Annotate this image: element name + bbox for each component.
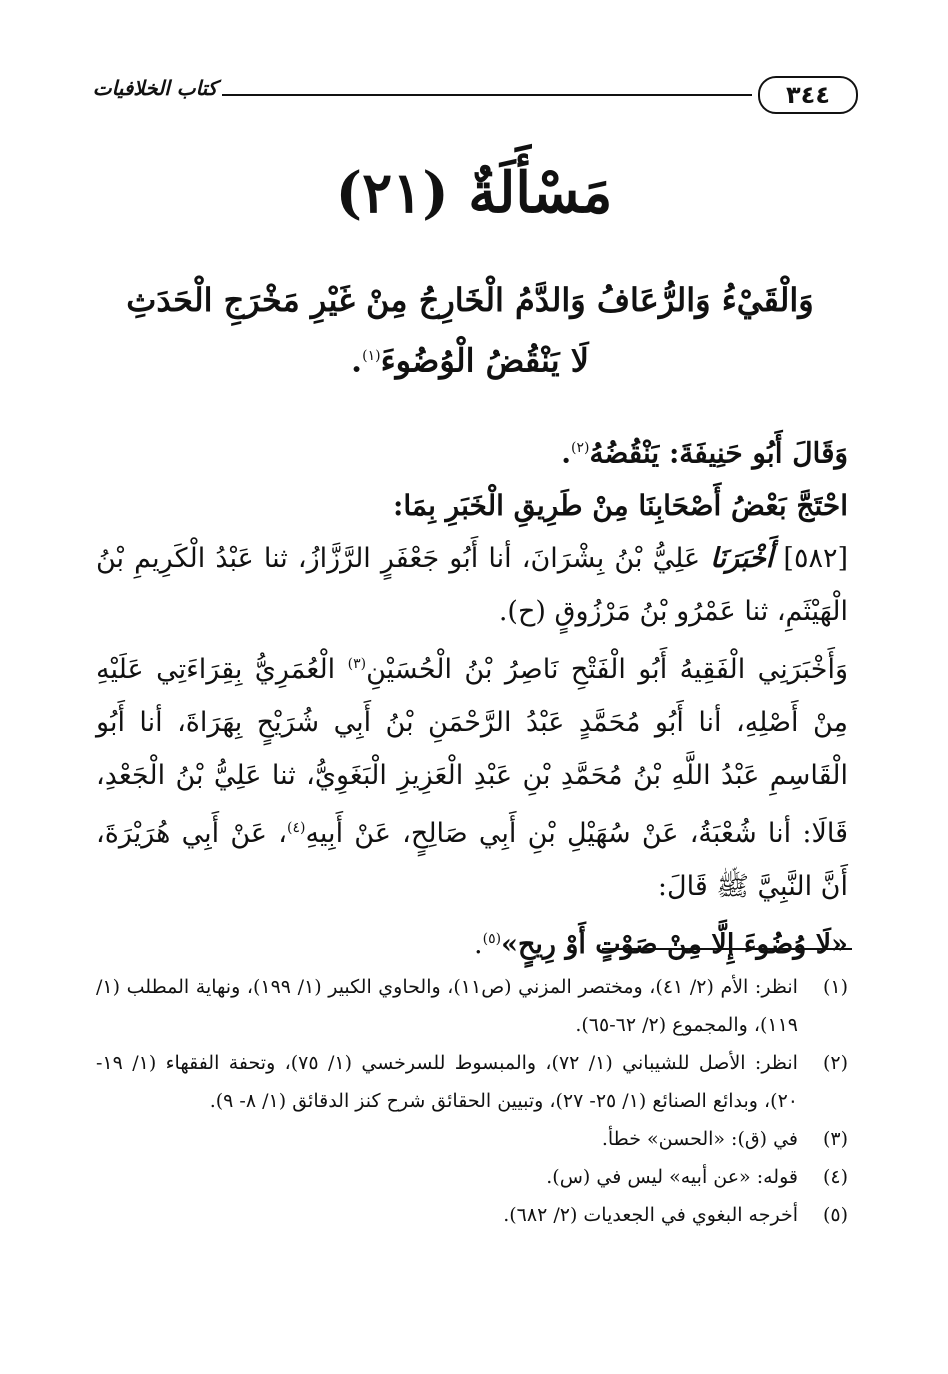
footnote-text: انظر: الأم (٢/ ٤١)، ومختصر المزني (ص١١)، والحاوي الكبير (١/ ١٩٩)، ونهاية المطلب (١/ ١١٩)، والمجموع (٢/ ٦٢-٦٥). <box>96 976 798 1036</box>
footnote-separator <box>602 948 852 950</box>
hadith-582-isnad-1 <box>96 532 848 638</box>
issue-heading-line-2 <box>90 328 850 389</box>
ihtajja-line: احْتَجَّ بَعْضُ أَصْحَابِنَا مِنْ طَرِيقِ الْخَبَرِ بِمَا: <box>393 489 848 523</box>
issue-heading-line-2-text: لَا يَنْقُضُ الْوُضُوءَ <box>380 341 589 380</box>
footnote-ref-3: (٣) <box>347 656 367 673</box>
issue-heading-line-1: وَالْقَيْءُ وَالرُّعَافُ وَالدَّمُ الْخَارِجُ مِنْ غَيْرِ مَخْرَجِ الْحَدَثِ <box>126 281 814 319</box>
page-number: ٣٤٤ <box>786 81 830 109</box>
akhbarana-word: أَخْبَرَنَا <box>710 543 774 575</box>
hadith-number: [٥٨٢] <box>783 543 848 575</box>
footnote-ref-4: (٤) <box>286 820 306 837</box>
footnote <box>96 1158 848 1196</box>
footnote <box>96 1044 848 1120</box>
chapter-title: مَسْأَلَةٌ (٢١) <box>335 160 613 226</box>
footnote <box>96 1196 848 1234</box>
footnote-number: (١) <box>822 976 848 998</box>
isnad-2-text-a: وَأَخْبَرَنِي الْفَقِيهُ أَبُو الْفَتْحِ نَاصِرُ بْنُ الْحُسَيْنِ <box>366 654 848 686</box>
issue-heading <box>90 272 850 389</box>
footnote <box>96 968 848 1044</box>
footnote-ref-1: (١) <box>362 348 381 364</box>
hadith-582-isnad-2 <box>96 638 848 971</box>
footnote-text: انظر: الأصل للشيباني (١/ ٧٢)، والمبسوط للسرخسي (١/ ٧٥)، وتحفة الفقهاء (١/ ١٩- ٢٠)، وبدائع الصنائع (١/ ٢٥- ٢٧)، وتبيين الحقائق شرح كنز الدقائق (١/ ٨- ٩). <box>96 1052 798 1112</box>
book-title: كتاب الخلافيات <box>92 76 218 100</box>
footnote-number: (٣) <box>822 1128 848 1150</box>
header-rule <box>222 94 752 96</box>
footnote-number: (٢) <box>822 1052 848 1074</box>
footnote-text: قوله: «عن أبيه» ليس في (س). <box>546 1166 798 1188</box>
isnad-2-text-c: ، عَنْ أَبِي هُرَيْرَةَ، أَنَّ النَّبِيَّ ﷺ قَالَ: <box>96 818 848 903</box>
isnad-2-text-b: الْعُمَرِيُّ بِقِرَاءَتِي عَلَيْهِ مِنْ أَصْلِهِ، أنا أَبُو مُحَمَّدٍ عَبْدُ الرَّحْمَنِ بْنُ أَبِي شُرَيْحٍ بِهَرَاةَ، أنا أَبُو الْقَاسِمِ عَبْدُ اللَّهِ بْنُ مُحَمَّدِ بْنِ عَبْدِ الْعَزِيزِ الْبَغَوِيُّ، ثنا عَلِيُّ بْنُ الْجَعْدِ، قَالَا: أنا شُعْبَةُ، عَنْ سُهَيْلِ بْنِ أَبِي صَالِحٍ، عَنْ أَبِيهِ <box>96 654 848 850</box>
isnad-1-text: عَلِيُّ بْنُ بِشْرَانَ، أنا أَبُو جَعْفَرٍ الرَّزَّازُ، ثنا عَبْدُ الْكَرِيمِ بْنُ الْهَيْثَمِ، ثنا عَمْرُو بْنُ مَرْزُوقٍ (ح). <box>96 543 848 628</box>
abu-hanifa-end: . <box>561 436 572 470</box>
abu-hanifa-line <box>96 422 848 479</box>
main-text <box>96 422 848 971</box>
page-header <box>92 72 864 116</box>
footnote-text: أخرجه البغوي في الجعديات (٢/ ٦٨٢). <box>503 1204 798 1226</box>
footnotes <box>96 968 848 1234</box>
footnote-ref-2: (٢) <box>571 440 590 456</box>
footnote-number: (٥) <box>822 1204 848 1226</box>
abu-hanifa-text: وَقَالَ أَبُو حَنِيفَةَ: يَنْقُضُهُ <box>589 436 848 470</box>
footnote-text: في (ق): «الحسن» خطأ. <box>601 1128 798 1150</box>
hadith-matn: «لَا وُضُوءَ إِلَّا مِنْ صَوْتٍ أَوْ رِيحٍ» <box>501 929 848 961</box>
issue-heading-end: . <box>350 341 363 380</box>
page-number-badge <box>758 76 858 114</box>
footnote-number: (٤) <box>822 1166 848 1188</box>
hadith-end: . <box>474 929 483 961</box>
footnote-ref-5: (٥) <box>482 931 502 948</box>
footnote <box>96 1120 848 1158</box>
